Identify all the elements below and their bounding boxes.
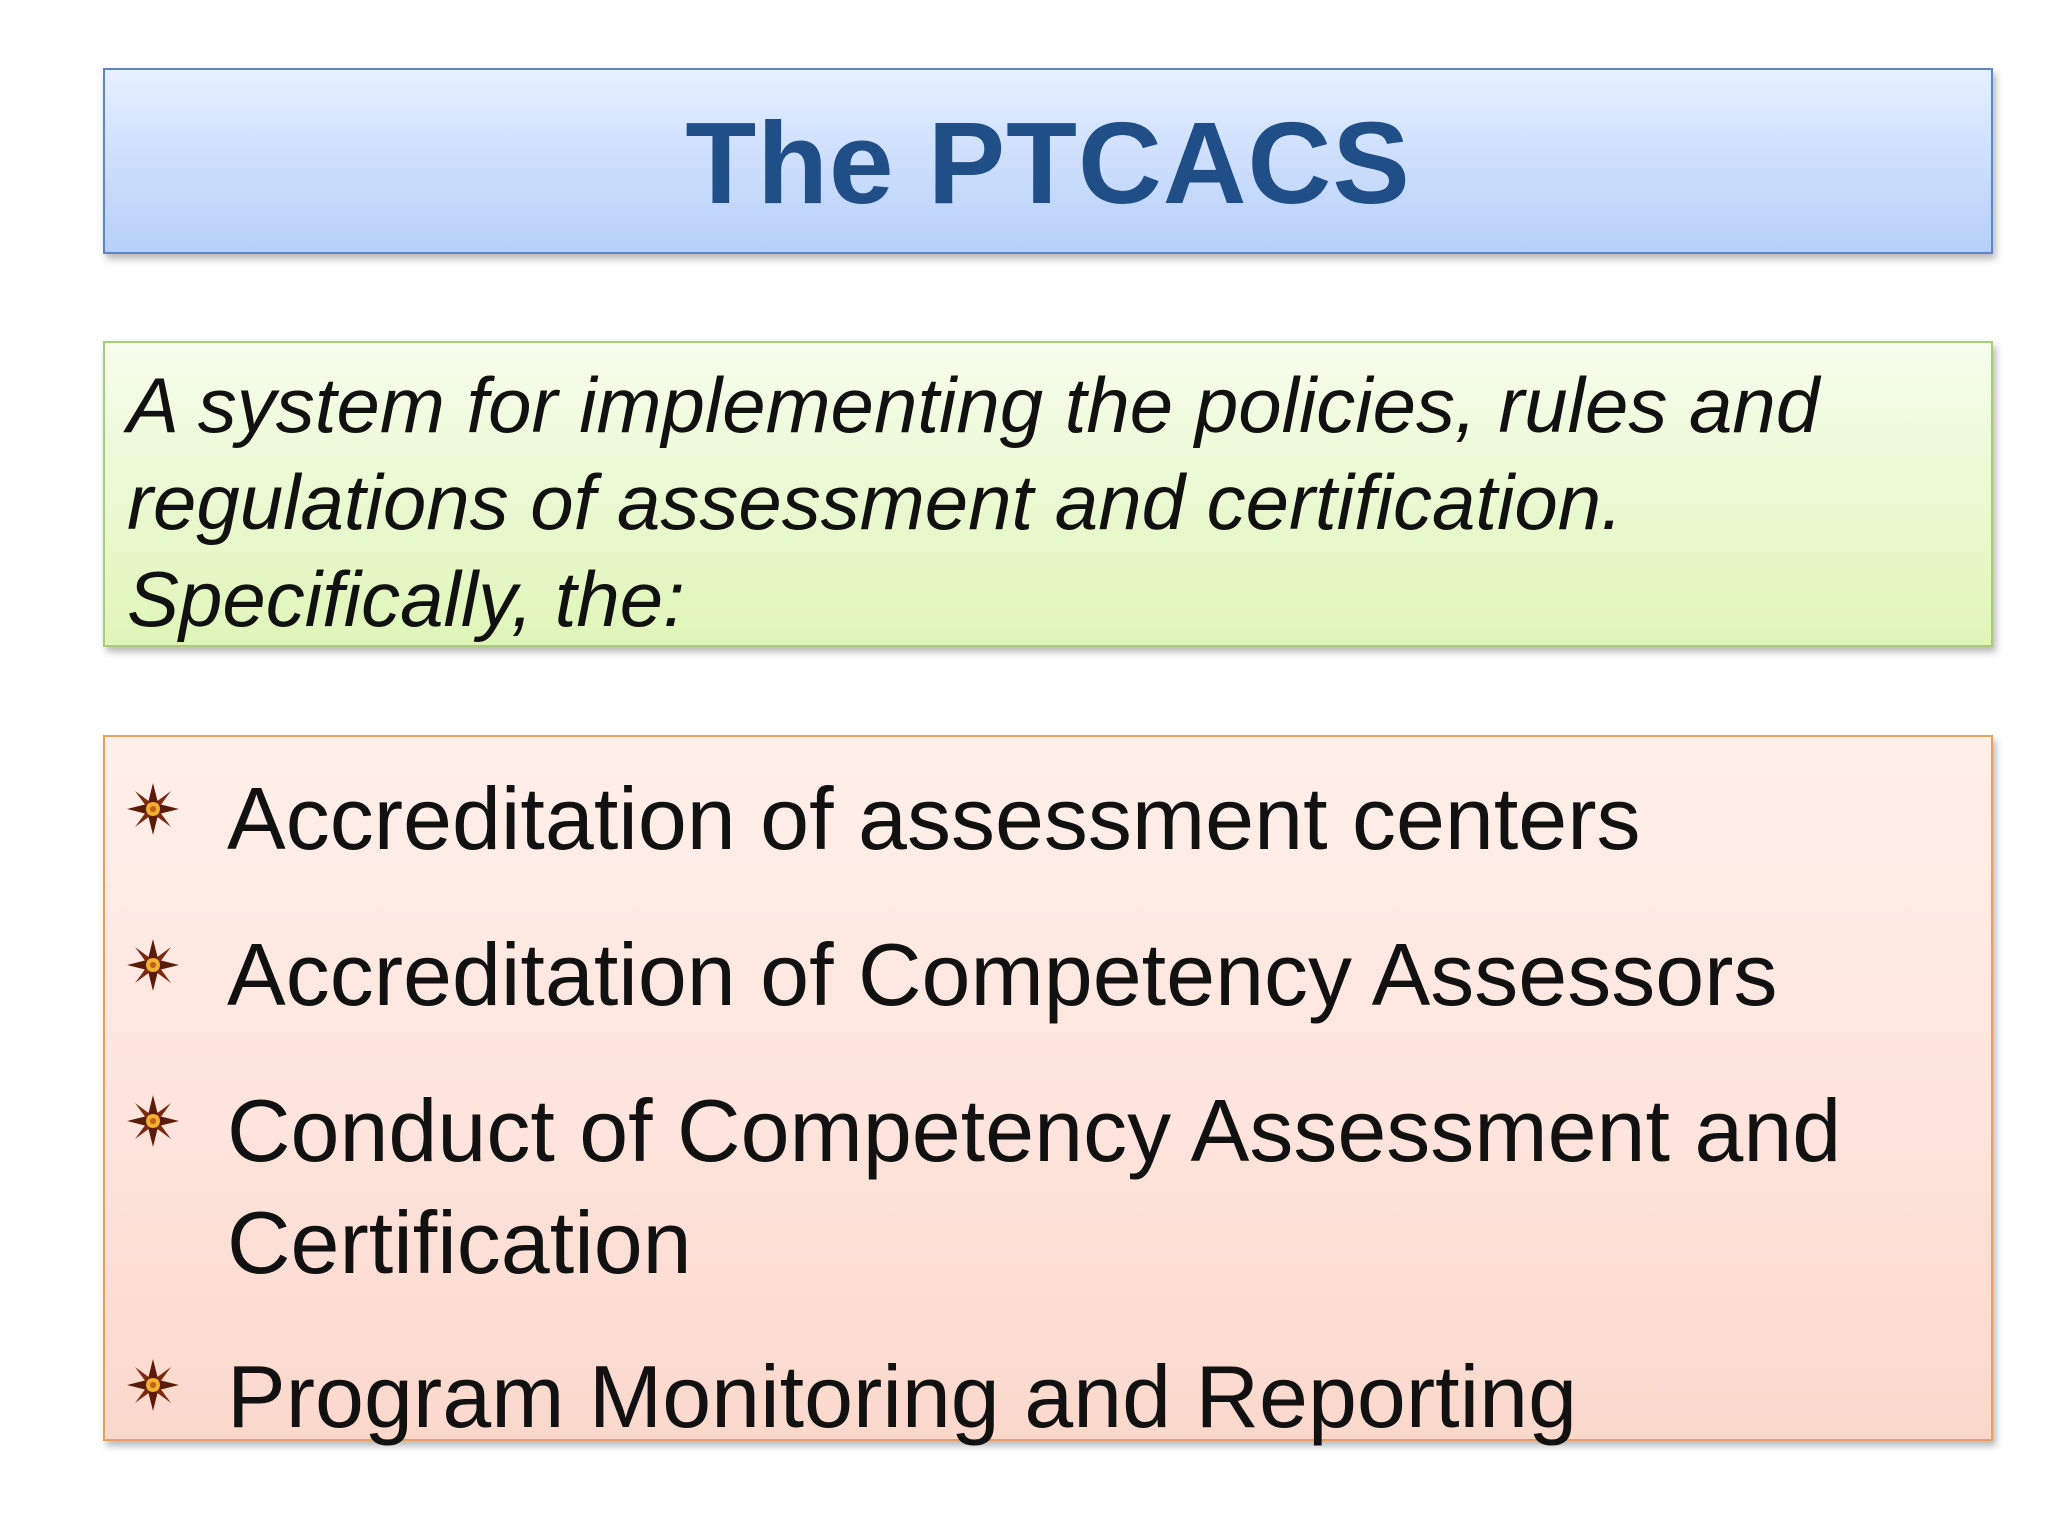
list-item-text-line-2: Certification [227, 1193, 692, 1292]
definition-text [127, 357, 1971, 648]
star-burst-bullet-icon [125, 1093, 181, 1149]
star-burst-bullet-icon [125, 937, 181, 993]
definition-box [103, 341, 1993, 647]
star-burst-bullet-icon [125, 781, 181, 837]
definition-line-2: regulations of assessment and certification. [127, 458, 1623, 546]
title-banner [103, 68, 1993, 254]
star-burst-bullet-icon [125, 1357, 181, 1413]
definition-line-3: Specifically, the: [127, 555, 685, 643]
list-item-text-line-1: Conduct of Competency Assessment and [227, 1081, 1842, 1180]
list-item-text: Accreditation of assessment centers [227, 769, 1641, 868]
list-item-text: Accreditation of Competency Assessors [227, 925, 1778, 1024]
slide-title: The PTCACS [685, 98, 1411, 228]
list-item-text: Program Monitoring and Reporting [227, 1347, 1578, 1446]
definition-line-1: A system for implementing the policies, rules and [127, 361, 1820, 449]
bullet-list-box [103, 735, 1993, 1446]
